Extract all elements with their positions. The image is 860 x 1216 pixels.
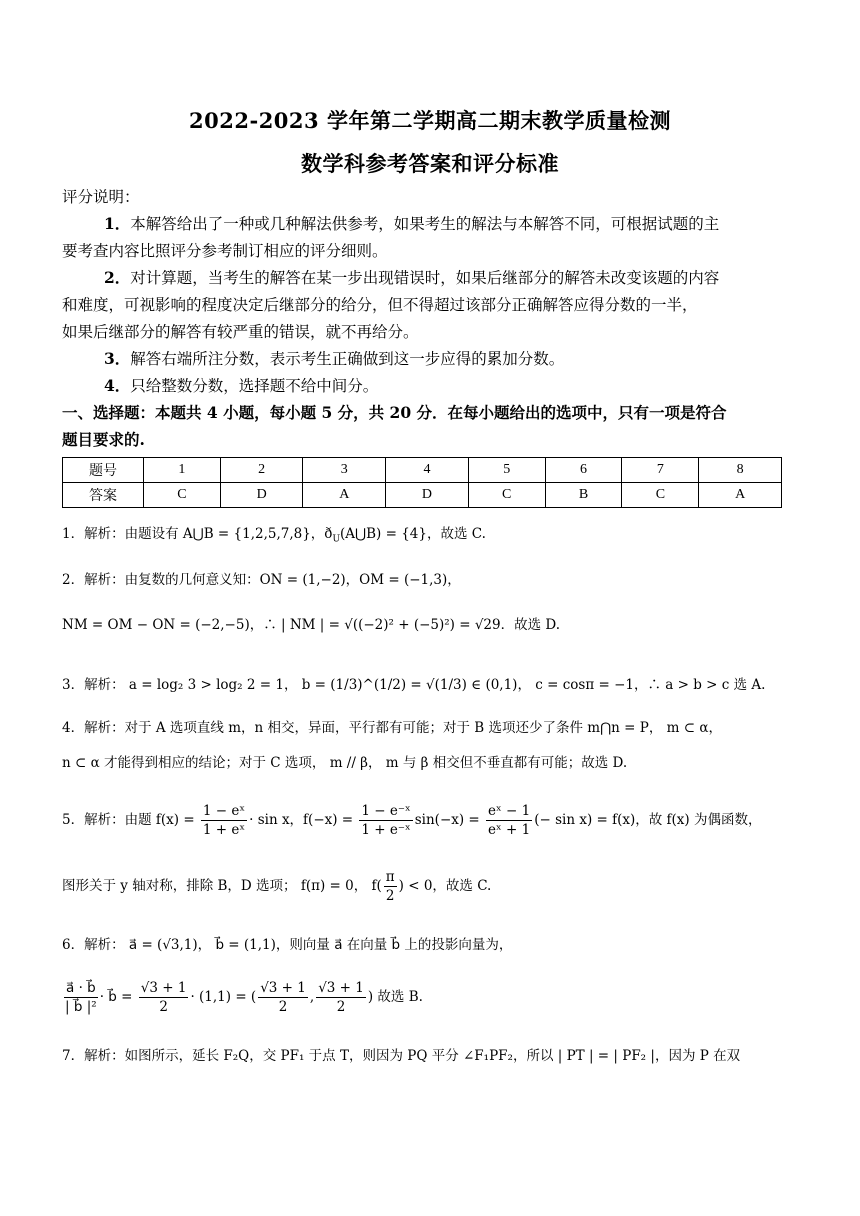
solution-text: · b⃗ = bbox=[99, 989, 137, 1005]
table-cell: A bbox=[303, 483, 386, 508]
note-1-cont: 要考查内容比照评分参考制订相应的评分细则。 bbox=[62, 242, 388, 260]
answer-table bbox=[62, 457, 782, 508]
solution-7: 7．解析：如图所示，延长 F₂Q，交 PF₁ 于点 T，则因为 PQ 平分 ∠F₁PF₂，所以 | PT | = | PF₂ |，因为 P 在双 bbox=[62, 1048, 741, 1064]
solution-text: ) < 0，故选 C. bbox=[398, 878, 492, 894]
table-cell: A bbox=[699, 483, 782, 508]
page-subtitle: 数学科参考答案和评分标准 bbox=[301, 151, 559, 176]
denominator: 1 + e⁻ˣ bbox=[361, 822, 411, 838]
note-2 bbox=[104, 268, 839, 288]
numerator: 1 − eˣ bbox=[202, 803, 246, 819]
table-cell: C bbox=[468, 483, 545, 508]
numerator: 1 − e⁻ˣ bbox=[361, 803, 411, 819]
notes-heading: 评分说明： bbox=[62, 188, 140, 206]
table-cell: D bbox=[386, 483, 469, 508]
numerator: eˣ − 1 bbox=[488, 803, 531, 819]
note-number: 2． bbox=[104, 268, 131, 287]
denominator: 2 bbox=[385, 888, 395, 904]
solution-6-line-1: 6．解析： a⃗ = (√3,1)， b⃗ = (1,1)，则向量 a⃗ 在向量 b⃗ 上的投影向量为， bbox=[62, 937, 513, 953]
fraction bbox=[258, 979, 308, 1016]
solution-text: (A⋃B) = {4}，故选 C. bbox=[340, 526, 486, 542]
note-number: 4． bbox=[104, 376, 131, 395]
note-2-cont: 和难度，可视影响的程度决定后继部分的给分，但不得超过该部分正确解答应得分数的一半， bbox=[62, 296, 698, 314]
solution-text: 1．解析：由题设有 A⋃B = {1,2,5,7,8}，ð bbox=[62, 526, 333, 542]
numerator: a⃗ · b⃗ bbox=[66, 980, 96, 996]
table-cell: C bbox=[144, 483, 221, 508]
numerator: √3 + 1 bbox=[260, 980, 306, 996]
table-cell: 6 bbox=[545, 458, 622, 483]
table-cell: D bbox=[220, 483, 303, 508]
note-3 bbox=[104, 349, 839, 369]
fraction bbox=[201, 802, 247, 839]
fraction bbox=[139, 979, 189, 1016]
solution-3: 3．解析： a = log₂ 3 > log₂ 2 = 1， b = (1/3)^(1/2) = √(1/3) ∈ (0,1)， c = cosπ = −1，∴ a > b > c 选 A. bbox=[62, 677, 766, 693]
denominator: | b⃗ |² bbox=[65, 999, 97, 1015]
table-header-cell: 题号 bbox=[63, 458, 144, 483]
denominator: 2 bbox=[278, 999, 288, 1015]
solution-text: (− sin x) = f(x)，故 f(x) 为偶函数， bbox=[534, 812, 762, 828]
note-2-cont: 如果后继部分的解答有较严重的错误，就不再给分。 bbox=[62, 323, 419, 341]
denominator: 1 + eˣ bbox=[202, 822, 246, 838]
table-row-answers bbox=[63, 483, 782, 508]
solution-2-line-1: 2．解析：由复数的几何意义知：ON = (1,−2)，OM = (−1,3)， bbox=[62, 572, 461, 588]
solution-text: · (1,1) = ( bbox=[190, 989, 257, 1005]
solution-text: sin(−x) = bbox=[414, 812, 485, 828]
numerator: √3 + 1 bbox=[140, 980, 187, 996]
table-cell: 2 bbox=[220, 458, 303, 483]
table-row-numbers bbox=[63, 458, 782, 483]
section-1-heading: 一、选择题：本题共 4 小题，每小题 5 分，共 20 分．在每小题给出的选项中，只有一项是符合 bbox=[62, 403, 727, 422]
note-text: 本解答给出了一种或几种解法供参考，如果考生的解法与本解答不同，可根据试题的主 bbox=[130, 215, 720, 233]
numerator: π bbox=[385, 869, 395, 885]
solution-subscript: U bbox=[332, 534, 341, 545]
solution-text: 图形关于 y 轴对称，排除 B，D 选项； f(π) = 0， f( bbox=[62, 878, 382, 894]
note-1 bbox=[104, 214, 839, 234]
solution-5-line-1 bbox=[62, 800, 797, 840]
note-4 bbox=[104, 376, 839, 396]
fraction bbox=[486, 802, 532, 839]
fraction bbox=[359, 802, 412, 839]
table-cell: C bbox=[622, 483, 699, 508]
fraction bbox=[64, 979, 98, 1016]
solution-1 bbox=[62, 524, 797, 550]
table-cell: 3 bbox=[303, 458, 386, 483]
table-cell: B bbox=[545, 483, 622, 508]
note-text: 只给整数分数，选择题不给中间分。 bbox=[130, 377, 379, 395]
note-text: 对计算题，当考生的解答在某一步出现错误时，如果后继部分的解答未改变该题的内容 bbox=[130, 269, 720, 287]
solution-text: , bbox=[309, 989, 315, 1005]
solution-2-line-2: NM = OM − ON = (−2,−5)，∴ | NM | = √((−2)² + (−5)²) = √29．故选 D. bbox=[62, 617, 561, 633]
section-1-heading-cont: 题目要求的. bbox=[62, 430, 145, 449]
solution-4-line-1: 4．解析：对于 A 选项直线 m，n 相交，异面，平行都有可能；对于 B 选项还少了条件 m⋂n = P， m ⊂ α， bbox=[62, 720, 722, 736]
table-cell: 1 bbox=[144, 458, 221, 483]
table-cell: 4 bbox=[386, 458, 469, 483]
solution-text: ) 故选 B. bbox=[367, 989, 423, 1005]
solution-text: 5．解析：由题 f(x) = bbox=[62, 812, 199, 828]
table-cell: 8 bbox=[699, 458, 782, 483]
solution-text: · sin x，f(−x) = bbox=[249, 812, 358, 828]
fraction bbox=[316, 979, 366, 1016]
note-number: 3． bbox=[104, 349, 131, 368]
note-text: 解答右端所注分数，表示考生正确做到这一步应得的累加分数。 bbox=[130, 350, 565, 368]
denominator: eˣ + 1 bbox=[488, 822, 531, 838]
table-cell: 5 bbox=[468, 458, 545, 483]
fraction bbox=[384, 868, 397, 905]
solution-5-line-2 bbox=[62, 866, 797, 906]
note-number: 1． bbox=[104, 214, 131, 233]
denominator: 2 bbox=[336, 999, 346, 1015]
numerator: √3 + 1 bbox=[318, 980, 364, 996]
solution-4-line-2: n ⊂ α 才能得到相应的结论；对于 C 选项， m // β， m 与 β 相交但不垂直都有可能；故选 D. bbox=[62, 755, 628, 771]
denominator: 2 bbox=[159, 999, 168, 1015]
solution-6-line-2 bbox=[62, 977, 797, 1017]
table-header-cell: 答案 bbox=[63, 483, 144, 508]
table-cell: 7 bbox=[622, 458, 699, 483]
page-title: 2022-2023 学年第二学期高二期末教学质量检测 bbox=[189, 108, 671, 133]
